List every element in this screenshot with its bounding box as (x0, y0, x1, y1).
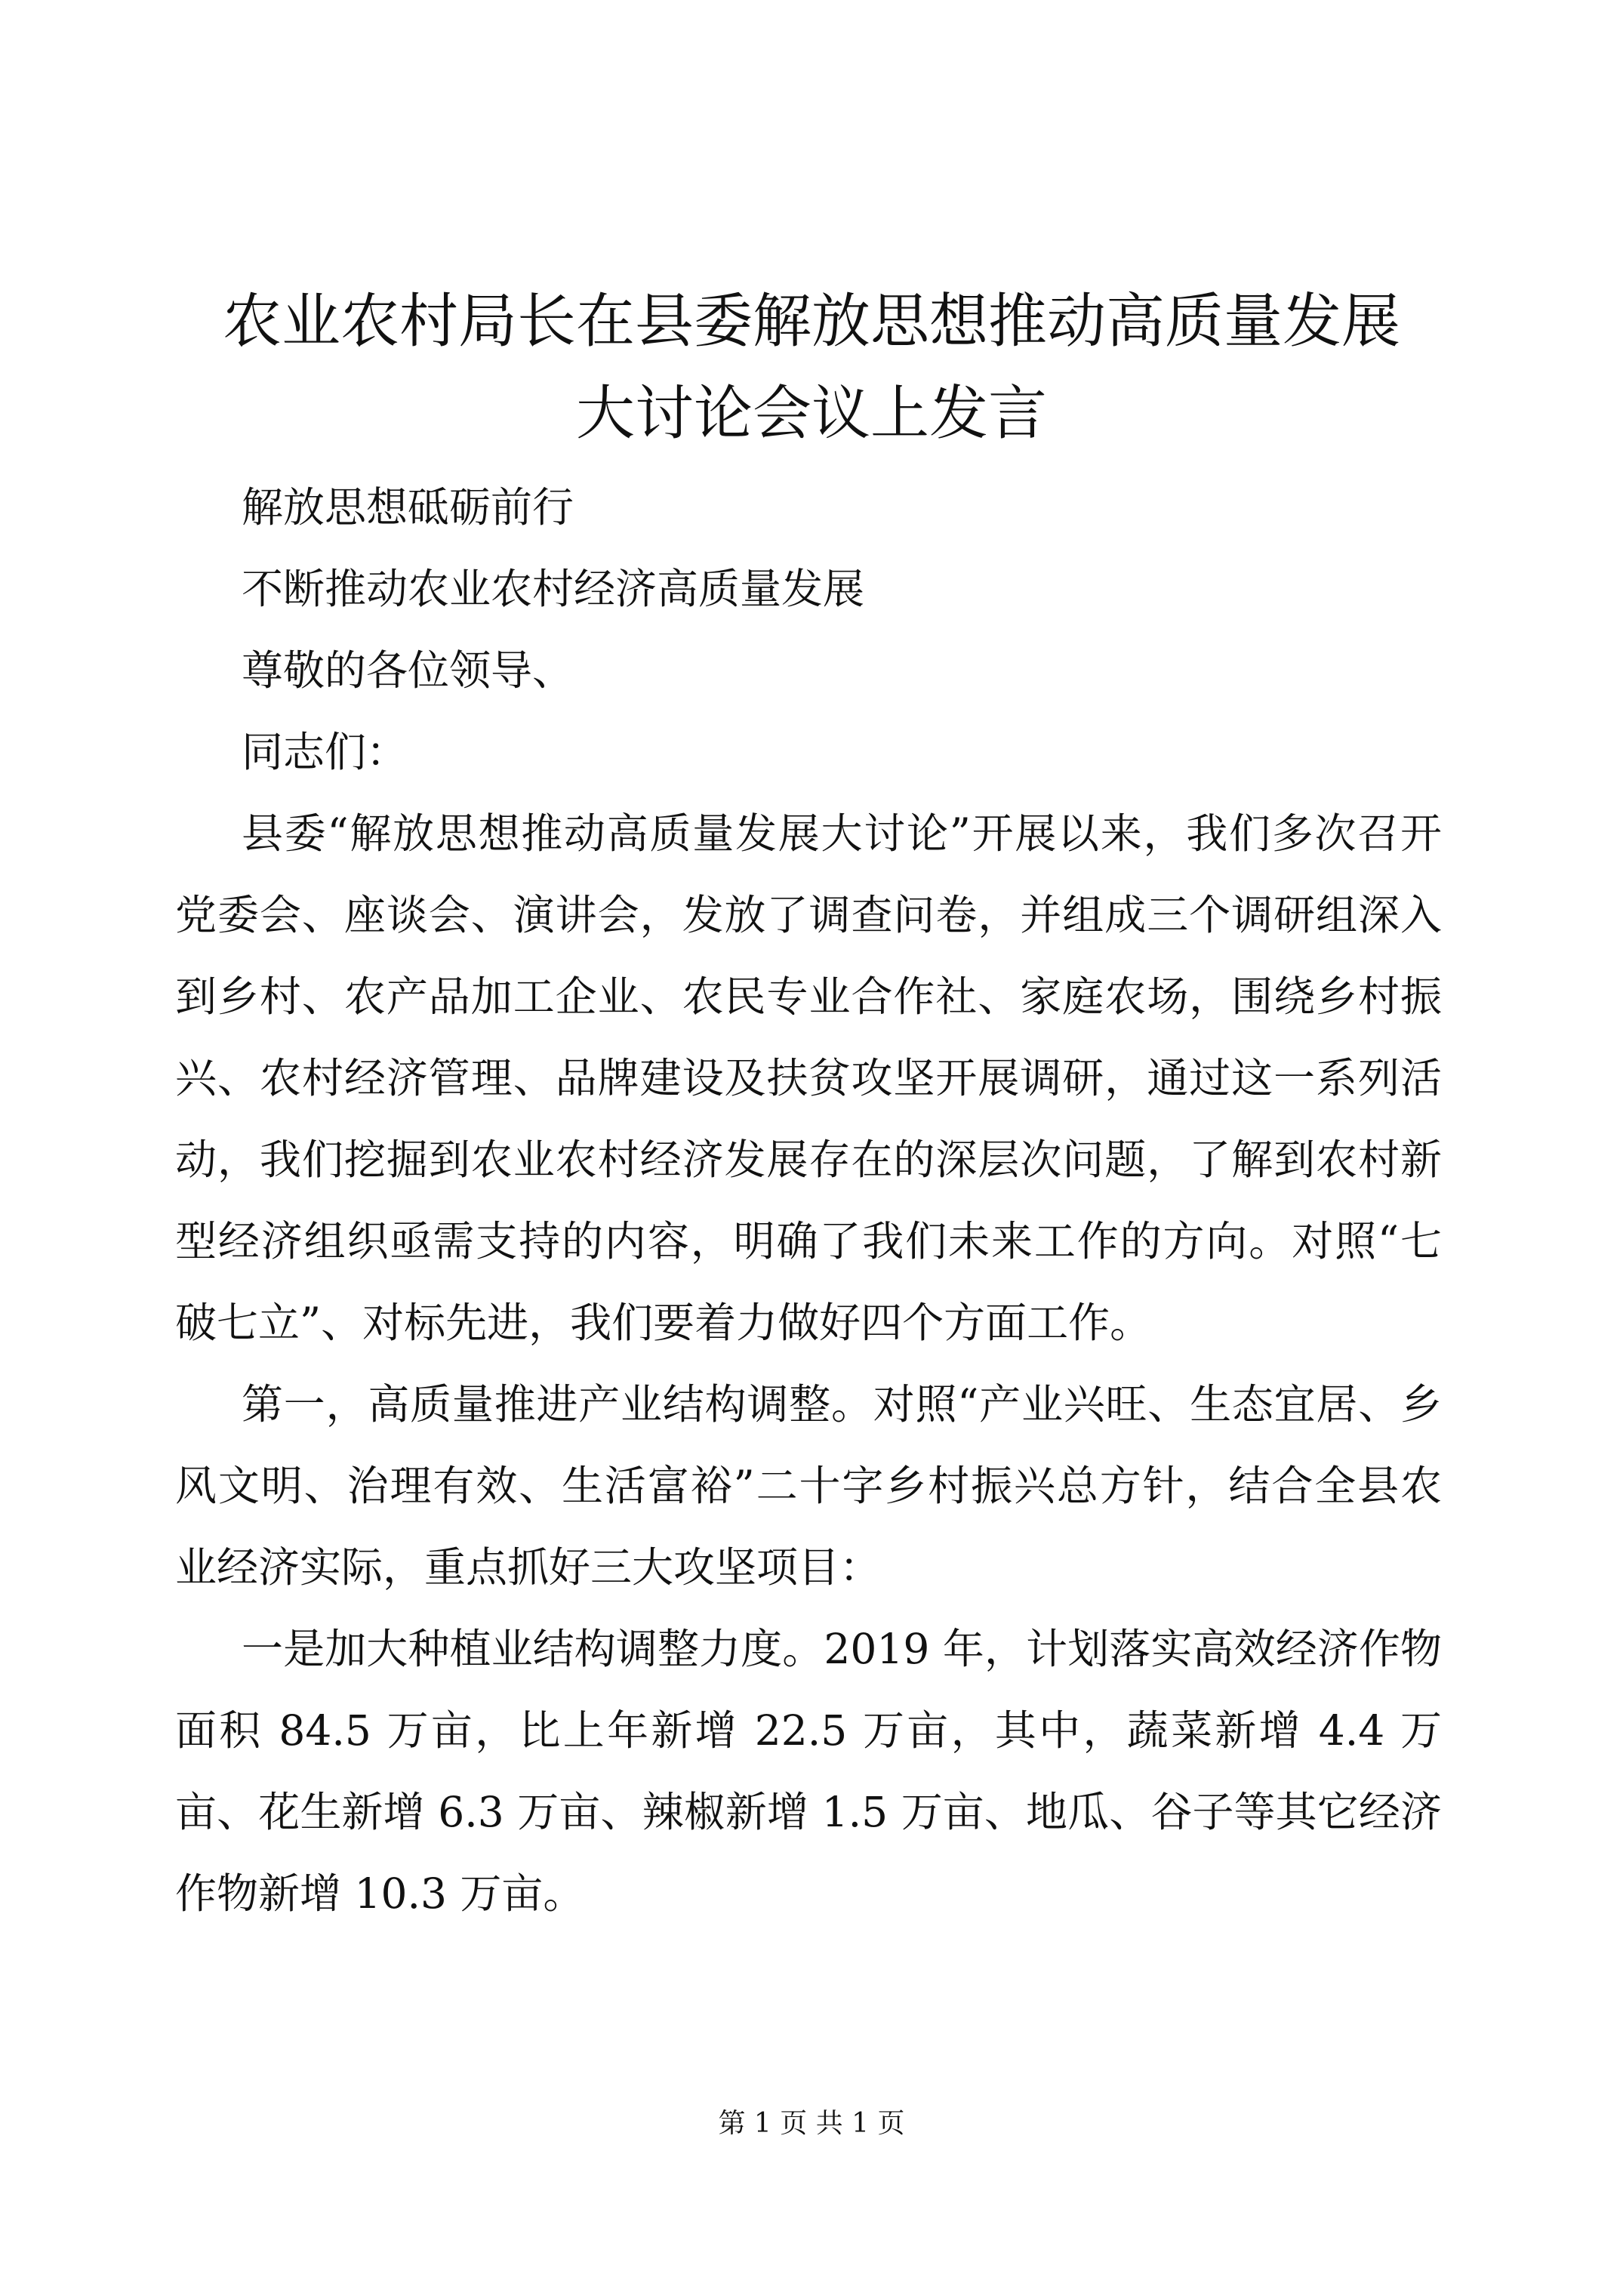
page-footer: 第 1 页 共 1 页 (718, 2108, 905, 2139)
salutation-1: 尊敬的各位领导、 (242, 646, 574, 695)
subtitle-1: 解放思想砥砺前行 (242, 483, 574, 532)
salutation-2: 同志们： (242, 728, 408, 776)
paragraph-3: 一是加大种植业结构调整力度。2019 年，计划落实高效经济作物面积 84.5 万亩，比上年新增 22.5 万亩，其中，蔬菜新增 4.4 万亩、花生新增 6.3 万亩、辣椒新增 1.5 万亩、地瓜、谷子等其它经济作物新增 10.3 万亩。 (175, 1625, 1442, 1918)
subtitle-2: 不断推动农业农村经济高质量发展 (242, 565, 865, 613)
paragraph-2: 第一，高质量推进产业结构调整。对照“产业兴旺、生态宜居、乡风文明、治理有效、生活富裕”二十字乡村振兴总方针，结合全县农业经济实际，重点抓好三大攻坚项目： (175, 1380, 1442, 1592)
document-body (175, 467, 1442, 1934)
document-title (174, 276, 1449, 460)
paragraph-1: 县委“解放思想推动高质量发展大讨论”开展以来，我们多次召开党委会、座谈会、演讲会，发放了调查问卷，并组成三个调研组深入到乡村、农产品加工企业、农民专业合作社、家庭农场，围绕乡村振兴、农村经济管理、品牌建设及扶贫攻坚开展调研，通过这一系列活动，我们挖掘到农业农村经济发展存在的深层次问题，了解到农村新型经济组织亟需支持的内容，明确了我们未来工作的方向。对照“七破七立”、对标先进，我们要着力做好四个方面工作。 (175, 809, 1442, 1347)
title-line-1: 农业农村局长在县委解放思想推动高质量发展 (222, 288, 1400, 356)
title-line-2: 大讨论会议上发言 (575, 380, 1047, 448)
